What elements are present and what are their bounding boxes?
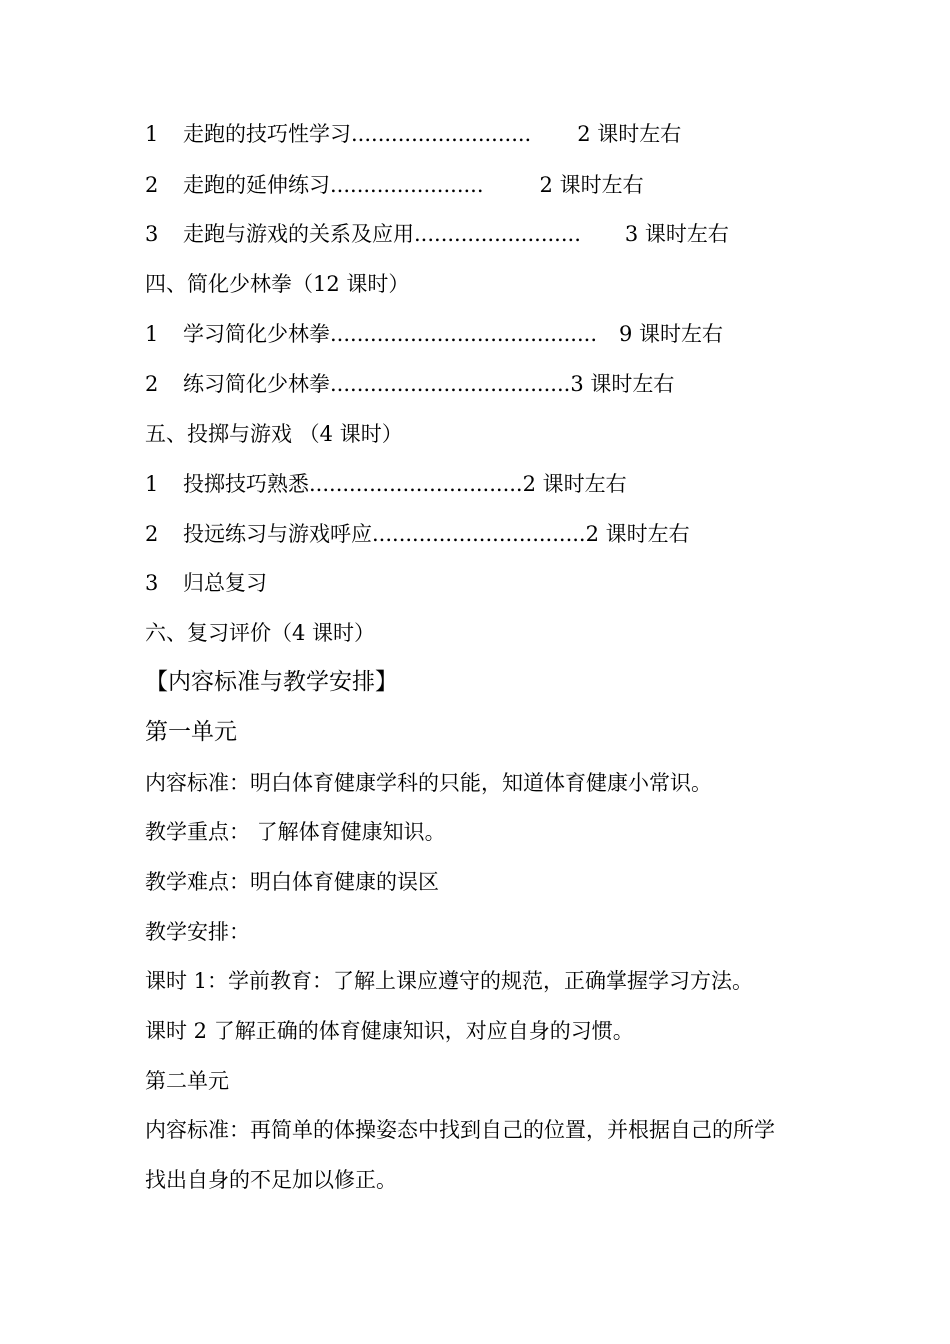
list-item xyxy=(145,570,267,596)
item-text: 练习简化少林拳 xyxy=(183,372,330,396)
list-item xyxy=(145,172,644,198)
list-item xyxy=(145,221,729,247)
item-text: 投掷技巧熟悉 xyxy=(183,472,309,496)
item-hours: 2 课时左右 xyxy=(539,173,644,197)
unit-heading: 第二单元 xyxy=(145,1069,229,1093)
paragraph: 课时 2 了解正确的体育健康知识，对应自身的习惯。 xyxy=(145,1019,634,1043)
item-hours: 2 课时左右 xyxy=(522,472,627,496)
list-item xyxy=(145,321,723,347)
item-hours: 3 课时左右 xyxy=(570,372,675,396)
item-text: 走跑与游戏的关系及应用 xyxy=(183,222,414,246)
item-number: 2 xyxy=(145,372,159,396)
unit-heading: 第一单元 xyxy=(145,719,237,745)
paragraph: 找出自身的不足加以修正。 xyxy=(145,1168,397,1192)
leader-dots: ........................................ xyxy=(330,322,598,346)
item-text: 学习简化少林拳 xyxy=(183,322,330,346)
paragraph: 教学难点：明白体育健康的误区 xyxy=(145,870,439,894)
item-hours: 9 课时左右 xyxy=(619,322,724,346)
item-text: 走跑的延伸练习 xyxy=(183,173,330,197)
paragraph: 教学重点： 了解体育健康知识。 xyxy=(145,820,446,844)
section-heading: 四、简化少林拳（12 课时） xyxy=(145,272,410,296)
paragraph: 内容标准：明白体育健康学科的只能，知道体育健康小常识。 xyxy=(145,771,712,795)
item-hours: 3 课时左右 xyxy=(624,222,729,246)
leader-dots: ................................ xyxy=(309,472,523,496)
paragraph: 教学安排： xyxy=(145,920,250,944)
item-text: 走跑的技巧性学习 xyxy=(183,122,351,146)
item-number: 1 xyxy=(145,122,159,146)
paragraph: 课时 1：学前教育：了解上课应遵守的规范，正确掌握学习方法。 xyxy=(145,969,754,993)
leader-dots: ................................ xyxy=(372,522,586,546)
item-number: 2 xyxy=(145,173,159,197)
item-number: 2 xyxy=(145,522,159,546)
item-number: 3 xyxy=(145,222,159,246)
list-item xyxy=(145,521,690,547)
item-hours: 2 课时左右 xyxy=(585,522,690,546)
item-text: 归总复习 xyxy=(183,571,267,595)
item-number: 1 xyxy=(145,322,159,346)
leader-dots: ........................... xyxy=(351,122,532,146)
item-hours: 2 课时左右 xyxy=(577,122,682,146)
list-item xyxy=(145,371,674,397)
item-text: 投远练习与游戏呼应 xyxy=(183,522,372,546)
list-item xyxy=(145,121,681,147)
list-item xyxy=(145,471,627,497)
paragraph: 内容标准：再简单的体操姿态中找到自己的位置，并根据自己的所学 xyxy=(145,1118,775,1142)
section-heading: 五、投掷与游戏 （4 课时） xyxy=(145,422,403,446)
section-heading: 六、复习评价（4 课时） xyxy=(145,621,376,645)
item-number: 1 xyxy=(145,472,159,496)
leader-dots: .................................... xyxy=(330,372,571,396)
leader-dots: ......................... xyxy=(414,222,581,246)
section-heading: 【内容标准与教学安排】 xyxy=(145,669,398,695)
item-number: 3 xyxy=(145,571,159,595)
leader-dots: ....................... xyxy=(330,173,484,197)
